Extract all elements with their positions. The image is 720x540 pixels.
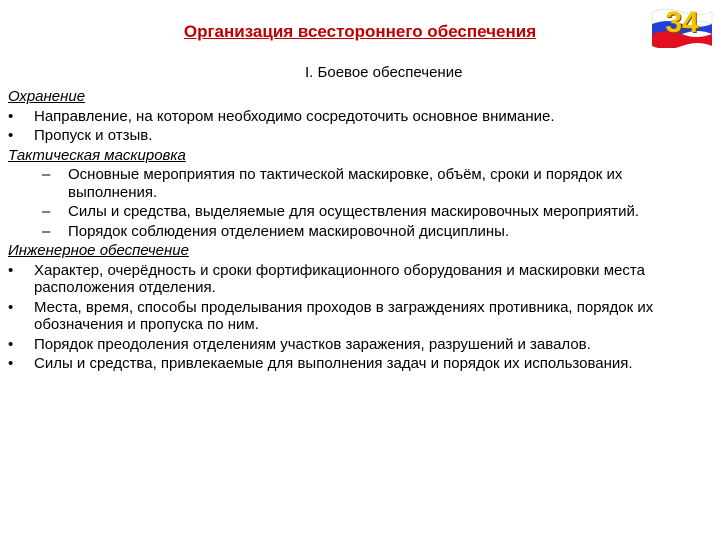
list-item-text: Основные мероприятия по тактической маскировке, объём, сроки и порядок их выполнения. [68,166,623,201]
list-item-text: Силы и средства, привлекаемые для выполнения задач и порядок их использования. [34,355,633,372]
list-item-text: Направление, на котором необходимо сосредоточить основное внимание. [34,107,555,125]
section-heading-camouflage: Тактическая маскировка [8,146,186,164]
slide-number-badge [648,4,716,48]
list-item-text: Порядок соблюдения отделением маскировочной дисциплины. [68,222,510,240]
list-item [8,223,720,241]
dash-marker: – [42,203,51,220]
dash-marker: – [42,166,51,183]
section-heading-engineering: Инженерное обеспечение [8,242,189,259]
bullet-marker: • [8,261,14,279]
bullet-marker: • [8,107,14,125]
list-item [8,203,720,221]
bullet-marker: • [8,355,14,372]
list-item-text: Силы и средства, выделяемые для осуществления маскировочных мероприятий. [68,203,640,220]
section-heading-guard: Охранение [8,88,86,105]
dash-marker: – [42,222,51,240]
list-item [8,127,720,145]
list-item [8,299,720,334]
list-item [8,336,720,354]
section-subtitle: I. Боевое обеспечение [305,64,463,81]
list-item-text: Характер, очерёдность и сроки фортификационного оборудования и маскировки места расположения отделения. [34,261,645,296]
list-item [8,262,720,297]
slide-number: 34 [665,6,699,39]
list-item-text: Места, время, способы проделывания проходов в заграждениях противника, порядок их обозначения и пропуска по ним. [34,298,654,333]
bullet-marker: • [8,335,14,353]
list-item [8,166,720,201]
slide-title: Организация всестороннего обеспечения [183,22,537,41]
list-item-text: Пропуск и отзыв. [34,127,153,144]
slide-content [8,88,720,375]
list-item-text: Порядок преодоления отделениям участков заражения, разрушений и завалов. [34,335,591,353]
list-item [8,108,720,126]
bullet-marker: • [8,127,14,144]
bullet-marker: • [8,298,14,316]
list-item [8,355,720,373]
